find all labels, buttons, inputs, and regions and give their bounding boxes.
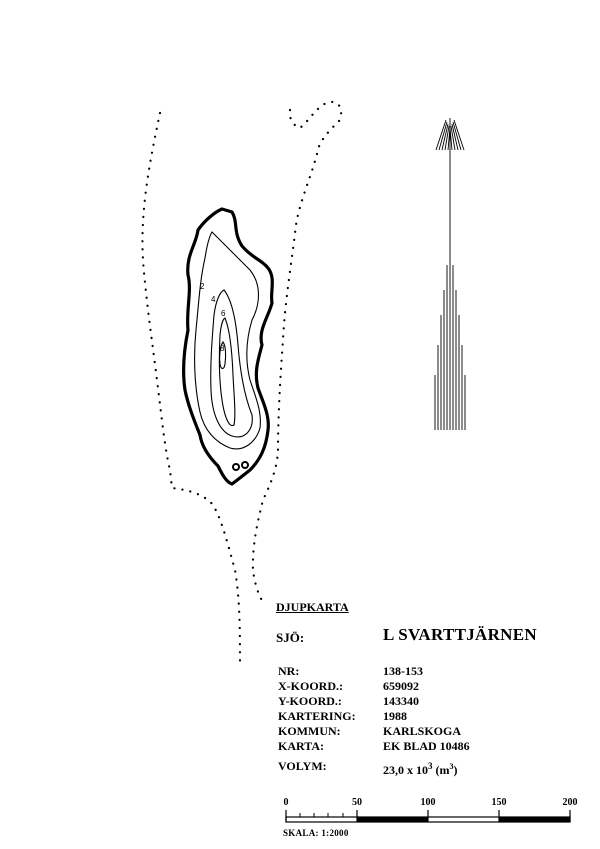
field-label-nr: NR:: [278, 664, 300, 678]
scale-segment-150-200: [499, 817, 570, 822]
depth-label-6: 6: [221, 309, 226, 318]
field-label-kommun: KOMMUN:: [278, 724, 341, 738]
islets: [233, 462, 248, 470]
field-value-kommun: KARLSKOGA: [383, 724, 462, 738]
scale-tick-200: 200: [562, 797, 578, 808]
contour-6m: [219, 318, 234, 426]
scale-segment-50-100: [357, 817, 428, 822]
scale-tick-50: 50: [352, 797, 362, 808]
contour-4m: [211, 290, 253, 437]
field-label-kartering: KARTERING:: [278, 709, 356, 723]
field-value-y-koord: 143340: [383, 694, 419, 708]
field-label-y-koord: Y-KOORD.:: [278, 694, 342, 708]
field-value-nr: 138-153: [383, 664, 423, 678]
scale-tick-100: 100: [420, 797, 436, 808]
volume-value: 23,0 x $10^3$ $(m^3)$: [383, 761, 458, 777]
field-label-x-koord: X-KOORD.:: [278, 679, 343, 693]
scale-tick-0: 0: [283, 797, 289, 808]
field-value-karta: EK BLAD 10486: [383, 739, 470, 753]
contour-2m: [195, 232, 261, 449]
field-value-kartering: 1988: [383, 709, 407, 723]
field-value-x-koord: 659092: [383, 679, 419, 693]
lake-label: SJÖ:: [276, 630, 305, 645]
depth-label-4: 4: [211, 295, 216, 304]
scale-caption: SKALA: 1:2000: [283, 828, 349, 838]
map-title: DJUPKARTA: [276, 600, 349, 614]
scale-bar: [286, 810, 570, 822]
depth-contours: [195, 232, 261, 449]
lake-name: L SVARTTJÄRNEN: [383, 625, 537, 644]
depth-label-8: 8: [220, 344, 225, 353]
volume-label: VOLYM:: [278, 759, 327, 773]
scale-tick-150: 150: [491, 797, 507, 808]
field-label-karta: KARTA:: [278, 739, 325, 753]
catchment-boundary: [142, 102, 341, 668]
lake-shoreline: [184, 209, 273, 484]
depth-label-2: 2: [200, 282, 205, 291]
north-arrow-icon: [435, 118, 465, 430]
